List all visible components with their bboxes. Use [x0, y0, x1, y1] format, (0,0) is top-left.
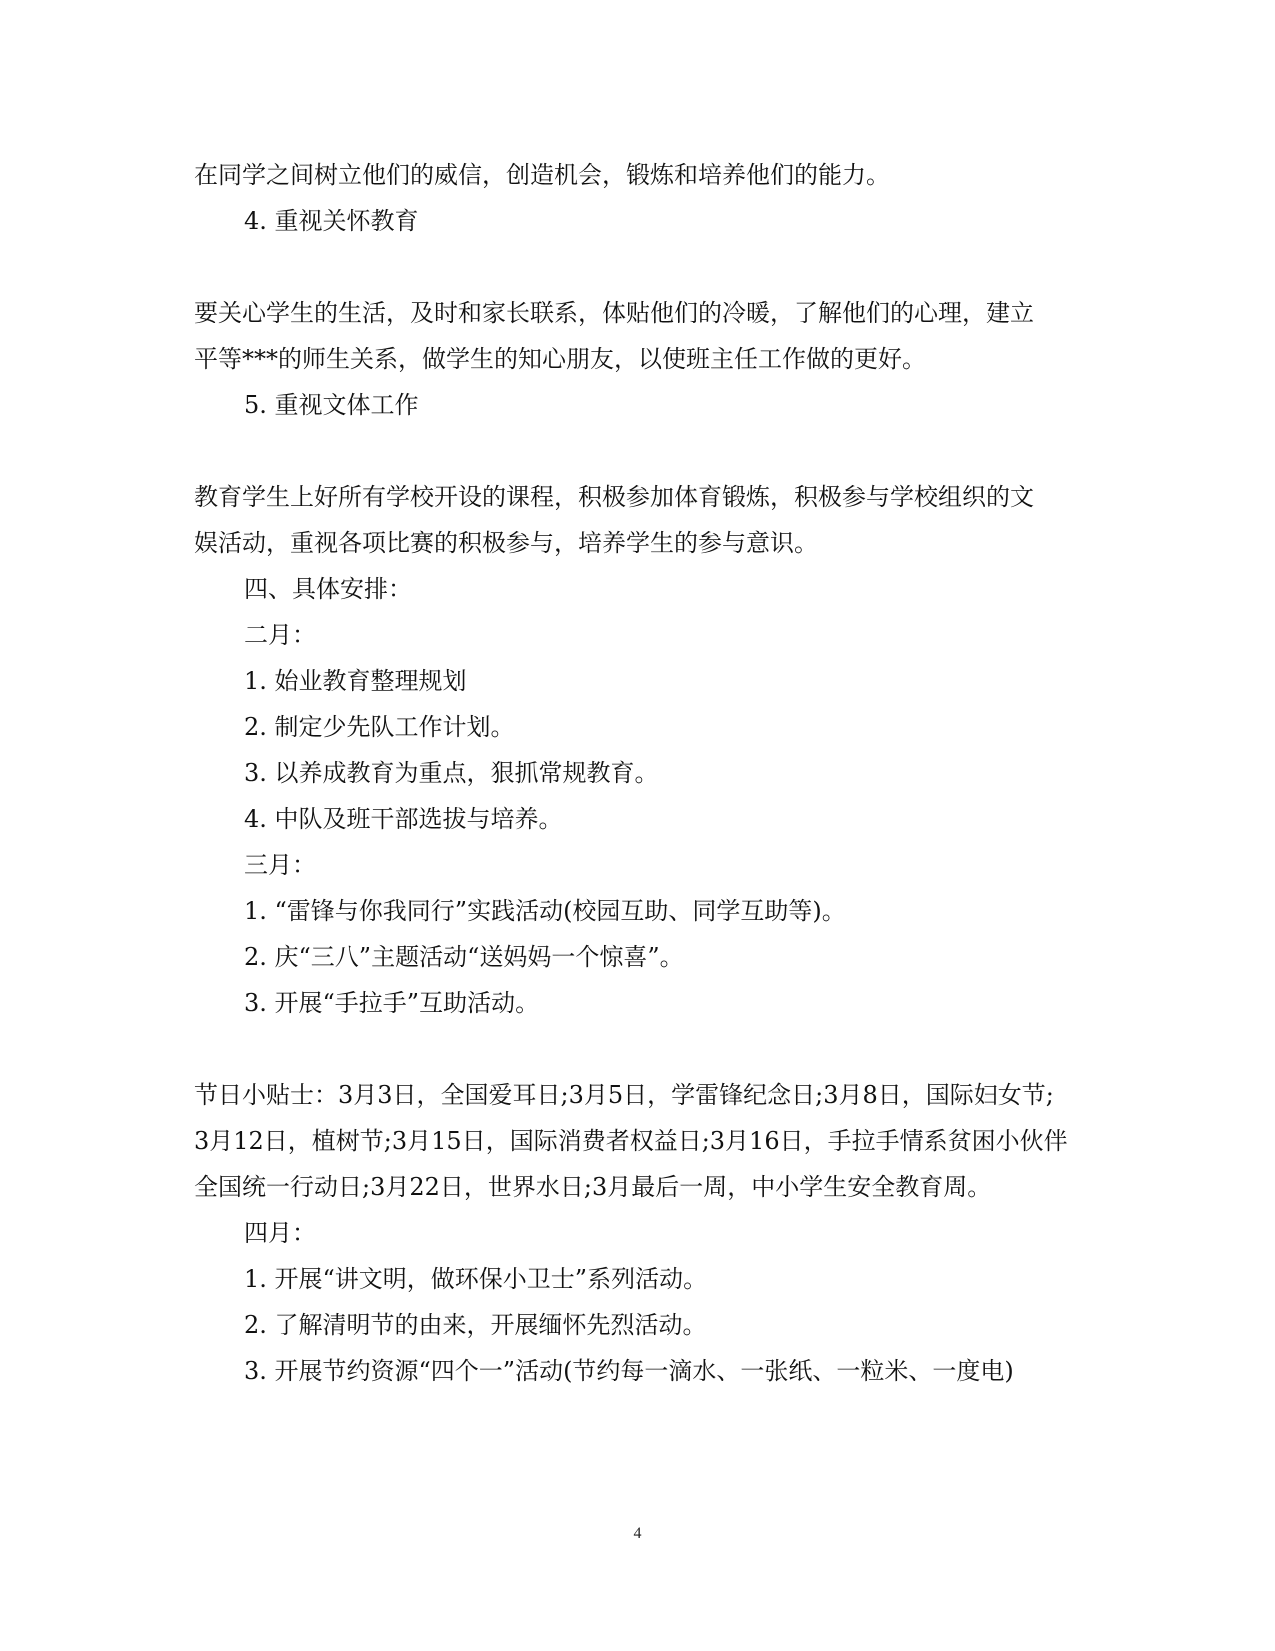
month-heading: 三月： — [244, 851, 316, 879]
list-item: 4. 中队及班干部选拔与培养。 — [244, 805, 563, 833]
text-line: 要关心学生的生活，及时和家长联系，体贴他们的冷暖，了解他们的心理，建立 — [194, 299, 1034, 327]
section-heading: 5. 重视文体工作 — [244, 391, 419, 419]
list-item: 2. 了解清明节的由来，开展缅怀先烈活动。 — [244, 1311, 707, 1339]
list-item: 1. “雷锋与你我同行”实践活动(校园互助、同学互助等)。 — [244, 897, 846, 925]
list-item: 3. 开展节约资源“四个一”活动(节约每一滴水、一张纸、一粒米、一度电) — [244, 1357, 1014, 1385]
text-line: 平等***的师生关系，做学生的知心朋友，以使班主任工作做的更好。 — [194, 345, 926, 373]
list-item: 3. 开展“手拉手”互助活动。 — [244, 989, 540, 1017]
text-line: 教育学生上好所有学校开设的课程，积极参加体育锻炼，积极参与学校组织的文 — [194, 483, 1034, 511]
month-heading: 二月： — [244, 621, 316, 649]
list-item: 2. 庆“三八”主题活动“送妈妈一个惊喜”。 — [244, 943, 684, 971]
text-line: 娱活动，重视各项比赛的积极参与，培养学生的参与意识。 — [194, 529, 818, 557]
text-line: 全国统一行动日;3月22日，世界水日;3月最后一周，中小学生安全教育周。 — [194, 1173, 992, 1201]
month-heading: 四月： — [244, 1219, 316, 1247]
list-item: 1. 开展“讲文明，做环保小卫士”系列活动。 — [244, 1265, 708, 1293]
list-item: 2. 制定少先队工作计划。 — [244, 713, 515, 741]
text-line: 节日小贴士：3月3日，全国爱耳日;3月5日，学雷锋纪念日;3月8日，国际妇女节; — [194, 1081, 1054, 1109]
text-line: 在同学之间树立他们的威信，创造机会，锻炼和培养他们的能力。 — [194, 161, 890, 189]
list-item: 3. 以养成教育为重点，狠抓常规教育。 — [244, 759, 659, 787]
text-line: 3月12日，植树节;3月15日，国际消费者权益日;3月16日，手拉手情系贫困小伙伴 — [194, 1127, 1068, 1155]
list-item: 1. 始业教育整理规划 — [244, 667, 467, 695]
page-number: 4 — [633, 1525, 642, 1542]
section-heading: 四、具体安排： — [244, 575, 412, 603]
section-heading: 4. 重视关怀教育 — [244, 207, 419, 235]
